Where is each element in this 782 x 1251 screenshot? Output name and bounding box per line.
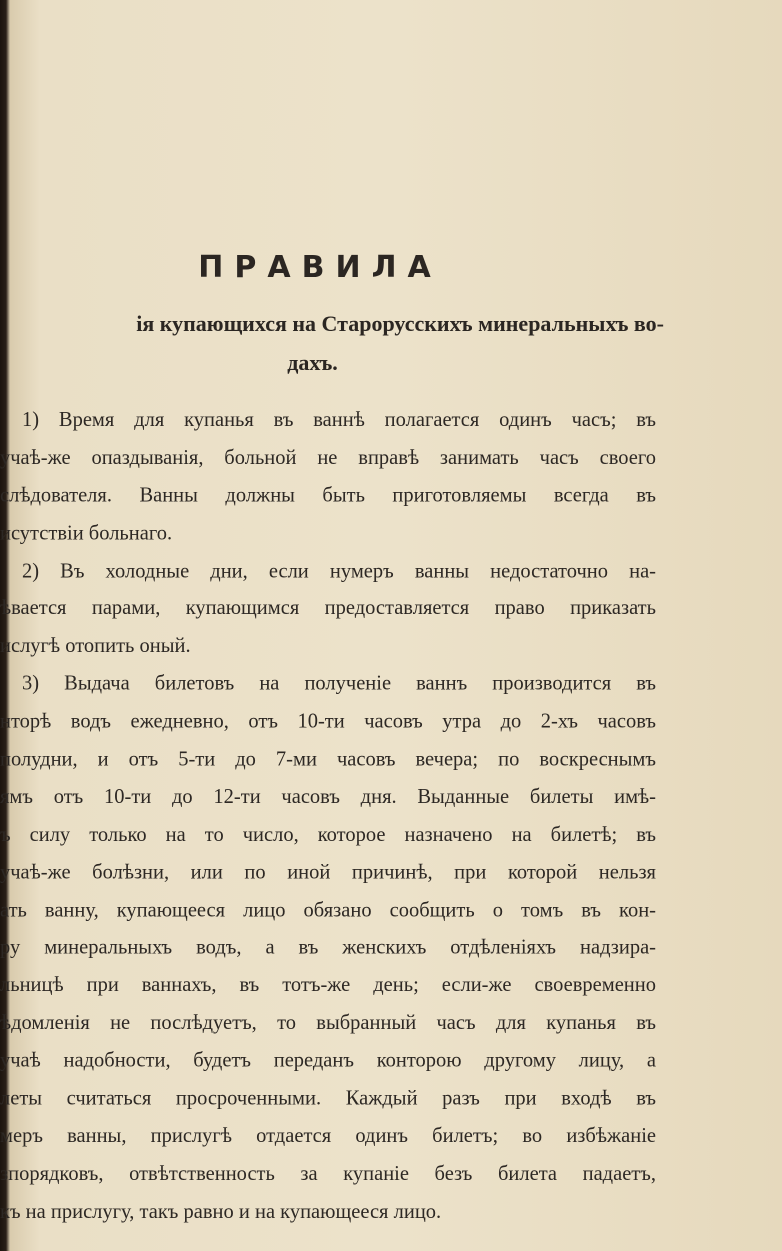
text-line: ислугѣ отопить оный. bbox=[0, 634, 191, 658]
text-line: меръ ванны, прислугѣ отдается одинъ билетъ; во избѣжаніе bbox=[0, 1124, 656, 1148]
text-line: исутствіи больнаго. bbox=[0, 521, 173, 545]
text-line: учаѣ-же болѣзни, или по иной причинѣ, при которой нельзя bbox=[0, 860, 656, 884]
text-line: ѣвается парами, купающимся предоставляется право приказать bbox=[0, 596, 656, 620]
text-line: нторѣ водъ ежедневно, отъ 10-ти часовъ утра до 2-хъ часовъ bbox=[0, 709, 656, 733]
text-line: ру минеральныхъ водъ, а въ женскихъ отдѣленіяхъ надзира- bbox=[0, 935, 656, 959]
text-line: ать ванну, купающееся лицо обязано сообщить о томъ въ кон- bbox=[0, 898, 656, 922]
text-line: льницѣ при ваннахъ, въ тотъ-же день; если-же своевременно bbox=[0, 973, 656, 997]
text-line: учаѣ надобности, будетъ переданъ конторою другому лицу, а bbox=[0, 1048, 656, 1073]
text-line: зпорядковъ, отвѣтственность за купаніе безъ билета падаетъ, bbox=[0, 1162, 656, 1186]
show-through-text bbox=[60, 110, 740, 260]
text-line: 3) Выдача билетовъ на полученіе ваннъ производится въ bbox=[22, 672, 656, 696]
page-subtitle: ія купающихся на Старорусскихъ минеральныхъ во- bbox=[136, 311, 664, 336]
text-line: учаѣ-же опаздыванія, больной не вправѣ занимать часъ своего bbox=[0, 445, 656, 470]
text-line: ямъ отъ 10-ти до 12-ти часовъ дня. Выданные билеты имѣ- bbox=[0, 785, 656, 809]
text-line: 1) Время для купанья въ ваннѣ полагается одинъ часъ; въ bbox=[22, 408, 656, 432]
text-line: 2) Въ холодные дни, если нумеръ ванны недостаточно на- bbox=[22, 559, 656, 583]
text-line: леты считаться просроченными. Каждый разъ при входѣ въ bbox=[0, 1086, 656, 1110]
text-line: къ на прислугу, такъ равно и на купающееся лицо. bbox=[0, 1199, 442, 1223]
text-line: ъ силу только на то число, которое назначено на билетѣ; въ bbox=[0, 822, 656, 846]
rules-text bbox=[0, 402, 656, 1231]
text-line: полудни, и отъ 5-ти до 7-ми часовъ вечера; по воскреснымъ bbox=[0, 747, 656, 771]
text-line: слѣдователя. Ванны должны быть приготовляемы всегда въ bbox=[0, 483, 656, 507]
text-line: ѣдомленія не послѣдуетъ, то выбранный часъ для купанья въ bbox=[0, 1011, 656, 1035]
page-title: ПРАВИЛА bbox=[198, 250, 442, 285]
page-subtitle-continued: дахъ. bbox=[287, 350, 338, 375]
